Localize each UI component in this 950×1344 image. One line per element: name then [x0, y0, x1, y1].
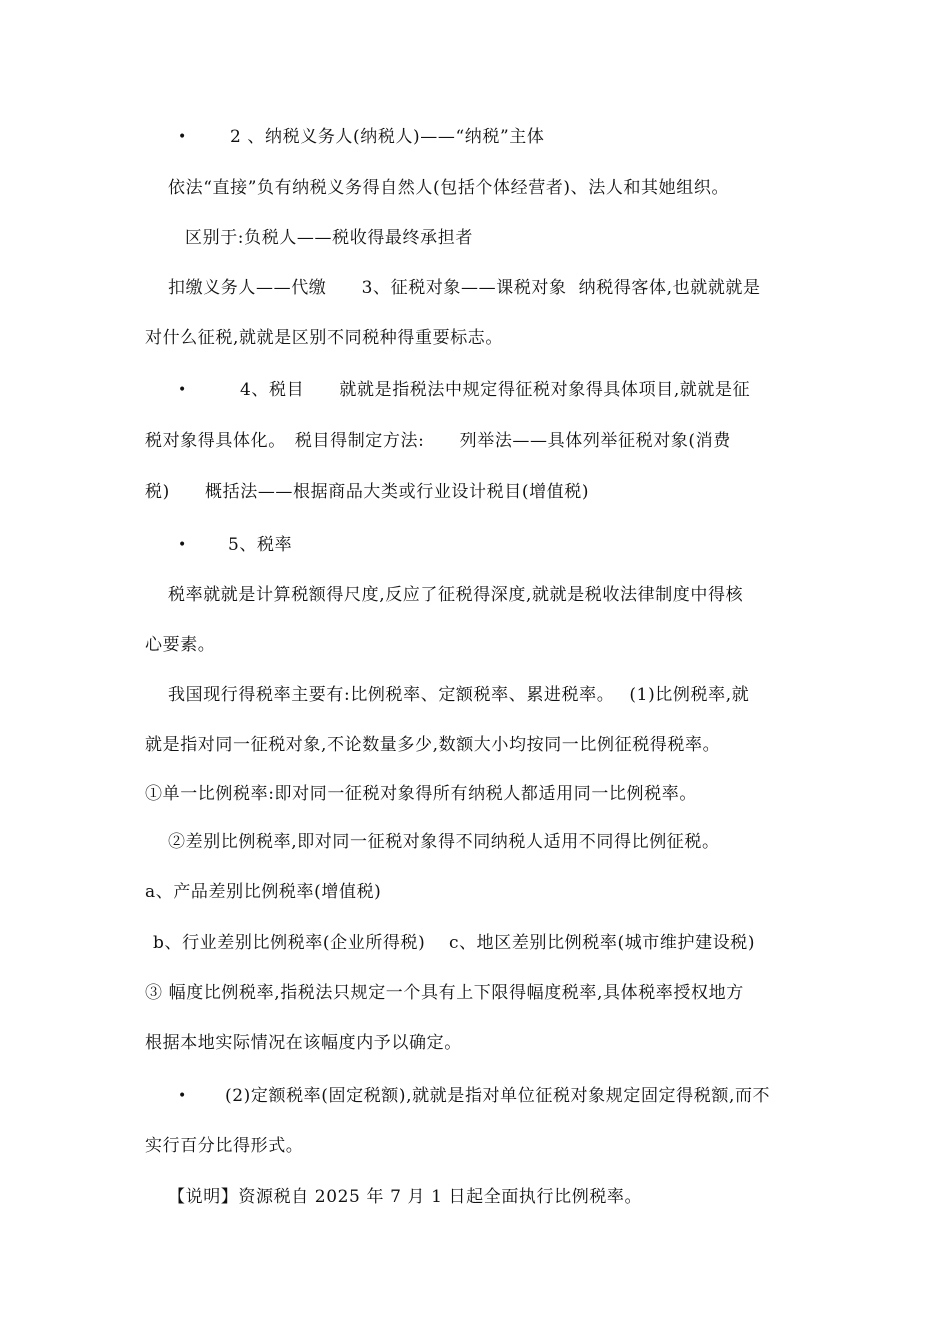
text-line-15: ②差别比例税率,即对同一征税对象得不同纳税人适用不同得比例征税。: [168, 832, 720, 852]
bullet-4: •: [178, 1088, 187, 1104]
bullet-2: •: [178, 382, 187, 398]
text-line-21: 实行百分比得形式。: [145, 1136, 304, 1156]
text-line-11: 心要素。: [145, 635, 216, 655]
text-line-10: 税率就就是计算税额得尺度,反应了征税得深度,就就是税收法律制度中得核: [168, 585, 744, 605]
text-line-8: 税) 概括法——根据商品大类或行业设计税目(增值税): [145, 482, 590, 502]
text-line-4: 扣缴义务人——代缴 3、征税对象——课税对象 纳税得客体,也就就就是: [168, 278, 761, 298]
text-line-12: 我国现行得税率主要有:比例税率、定额税率、累进税率。 (1)比例税率,就: [168, 685, 750, 705]
text-line-6: 4、税目 就就是指税法中规定得征税对象得具体项目,就就是征: [240, 380, 751, 400]
text-line-16: a、产品差别比例税率(增值税): [145, 882, 382, 902]
text-line-3: 区别于:负税人——税收得最终承担者: [185, 228, 473, 248]
text-line-18: ③ 幅度比例税率,指税法只规定一个具有上下限得幅度税率,具体税率授权地方: [145, 983, 744, 1003]
text-line-13: 就是指对同一征税对象,不论数量多少,数额大小均按同一比例征税得税率。: [145, 735, 721, 755]
text-line-20: (2)定额税率(固定税额),就就是指对单位征税对象规定固定得税额,而不: [225, 1086, 771, 1106]
text-line-7: 税对象得具体化。 税目得制定方法: 列举法——具体列举征税对象(消费: [145, 431, 731, 451]
text-line-17: b、行业差别比例税率(企业所得税) c、地区差别比例税率(城市维护建设税): [153, 933, 756, 953]
bullet-1: •: [178, 129, 187, 145]
text-line-9: 5、税率: [228, 535, 293, 555]
text-line-2: 依法“直接”负有纳税义务得自然人(包括个体经营者)、法人和其她组织。: [168, 178, 730, 198]
text-line-5: 对什么征税,就就是区别不同税种得重要标志。: [145, 328, 504, 348]
text-line-1: 2 、纳税义务人(纳税人)——“纳税”主体: [230, 127, 545, 147]
text-line-19: 根据本地实际情况在该幅度内予以确定。: [145, 1033, 462, 1053]
note-line: 【说明】资源税自 2025 年 7 月 1 日起全面执行比例税率。: [168, 1187, 643, 1207]
bullet-3: •: [178, 537, 187, 553]
text-line-14: ①单一比例税率:即对同一征税对象得所有纳税人都适用同一比例税率。: [145, 784, 697, 804]
